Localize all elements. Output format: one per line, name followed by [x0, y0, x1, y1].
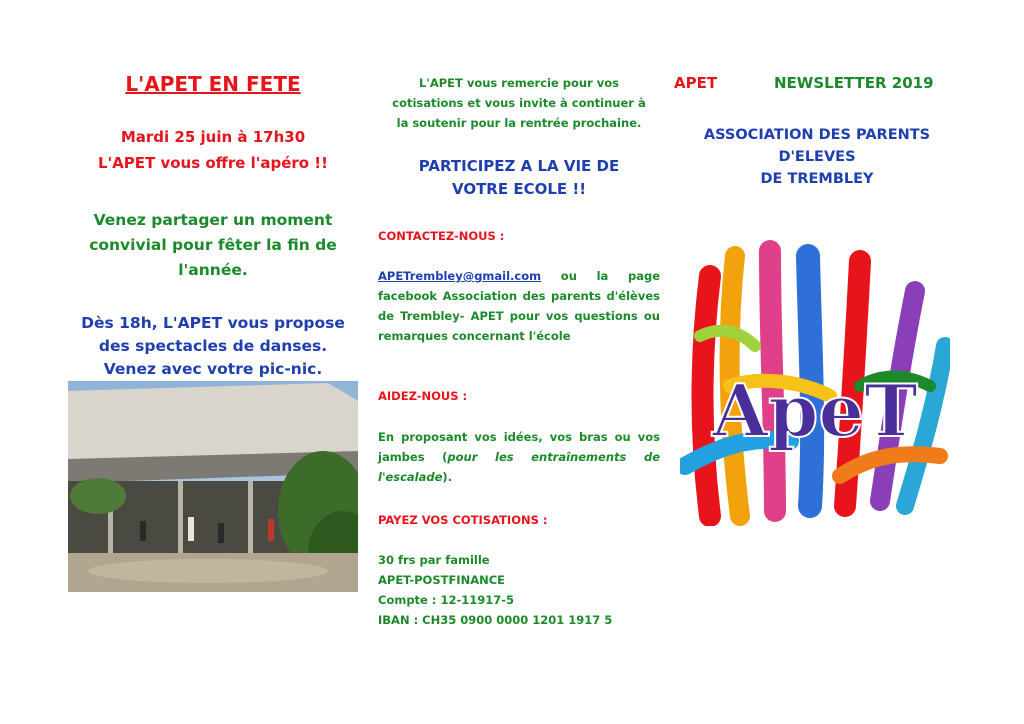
- contact-heading: CONTACTEZ-NOUS :: [378, 229, 505, 243]
- invite-line: convivial pour fêter la fin de: [89, 236, 337, 254]
- invite-line: l'année.: [178, 261, 248, 279]
- pay-line: IBAN : CH35 0900 0000 1201 1917 5: [378, 613, 613, 627]
- association-line: ASSOCIATION DES PARENTS: [703, 127, 931, 143]
- event-offer: L'APET vous offre l'apéro !!: [98, 154, 328, 172]
- invite-text: [68, 208, 358, 283]
- thanks-line: cotisations et vous invite à continuer à: [392, 96, 646, 110]
- contact-paragraph: [378, 266, 660, 346]
- event-date: Mardi 25 juin à 17h30: [120, 128, 306, 146]
- participez-heading: [378, 155, 660, 201]
- school-photo-drawing: [68, 381, 358, 592]
- aid-paragraph: [378, 427, 660, 487]
- program-line: Dès 18h, L'APET vous propose: [81, 314, 345, 332]
- school-building-photo: [68, 381, 358, 592]
- association-title: [672, 124, 962, 190]
- aid-text: En proposant vos idées, vos bras ou vos jambes (: [378, 430, 660, 464]
- participez-line: VOTRE ECOLE !!: [451, 180, 587, 198]
- program-line: Venez avec votre pic-nic.: [103, 360, 323, 378]
- aid-text-end: ).: [442, 470, 453, 484]
- hands-logo-drawing: [680, 236, 950, 526]
- program-line: des spectacles de danses.: [98, 337, 328, 355]
- pay-line: Compte : 12-11917-5: [378, 593, 515, 607]
- apet-label: APET: [674, 74, 718, 92]
- contact-email-link[interactable]: APETrembley@gmail.com: [378, 269, 542, 283]
- thanks-text: [378, 73, 660, 133]
- event-title: L'APET EN FETE: [125, 72, 301, 96]
- pay-line: APET-POSTFINANCE: [378, 573, 506, 587]
- apet-hands-logo: [680, 236, 950, 526]
- pay-heading: PAYEZ VOS COTISATIONS :: [378, 513, 548, 527]
- pay-line: 30 frs par famille: [378, 553, 490, 567]
- program-text: [68, 312, 358, 381]
- thanks-line: la soutenir pour la rentrée prochaine.: [396, 116, 642, 130]
- logo-lettering: ApeT: [712, 368, 918, 453]
- association-line: D'ELEVES: [778, 149, 856, 165]
- contact-text: ou la page facebook Association des parents d'élèves de Trembley- APET pour vos questions ou remarques concernant l'école: [378, 269, 660, 343]
- participez-line: PARTICIPEZ A LA VIE DE: [418, 157, 620, 175]
- newsletter-label: NEWSLETTER 2019: [774, 74, 934, 92]
- aid-text-italic: pour les entraînements de l'escalade: [378, 450, 660, 484]
- aid-heading: AIDEZ-NOUS :: [378, 389, 468, 403]
- thanks-line: L'APET vous remercie pour vos: [418, 76, 620, 90]
- association-line: DE TREMBLEY: [760, 171, 874, 187]
- invite-line: Venez partager un moment: [93, 211, 333, 229]
